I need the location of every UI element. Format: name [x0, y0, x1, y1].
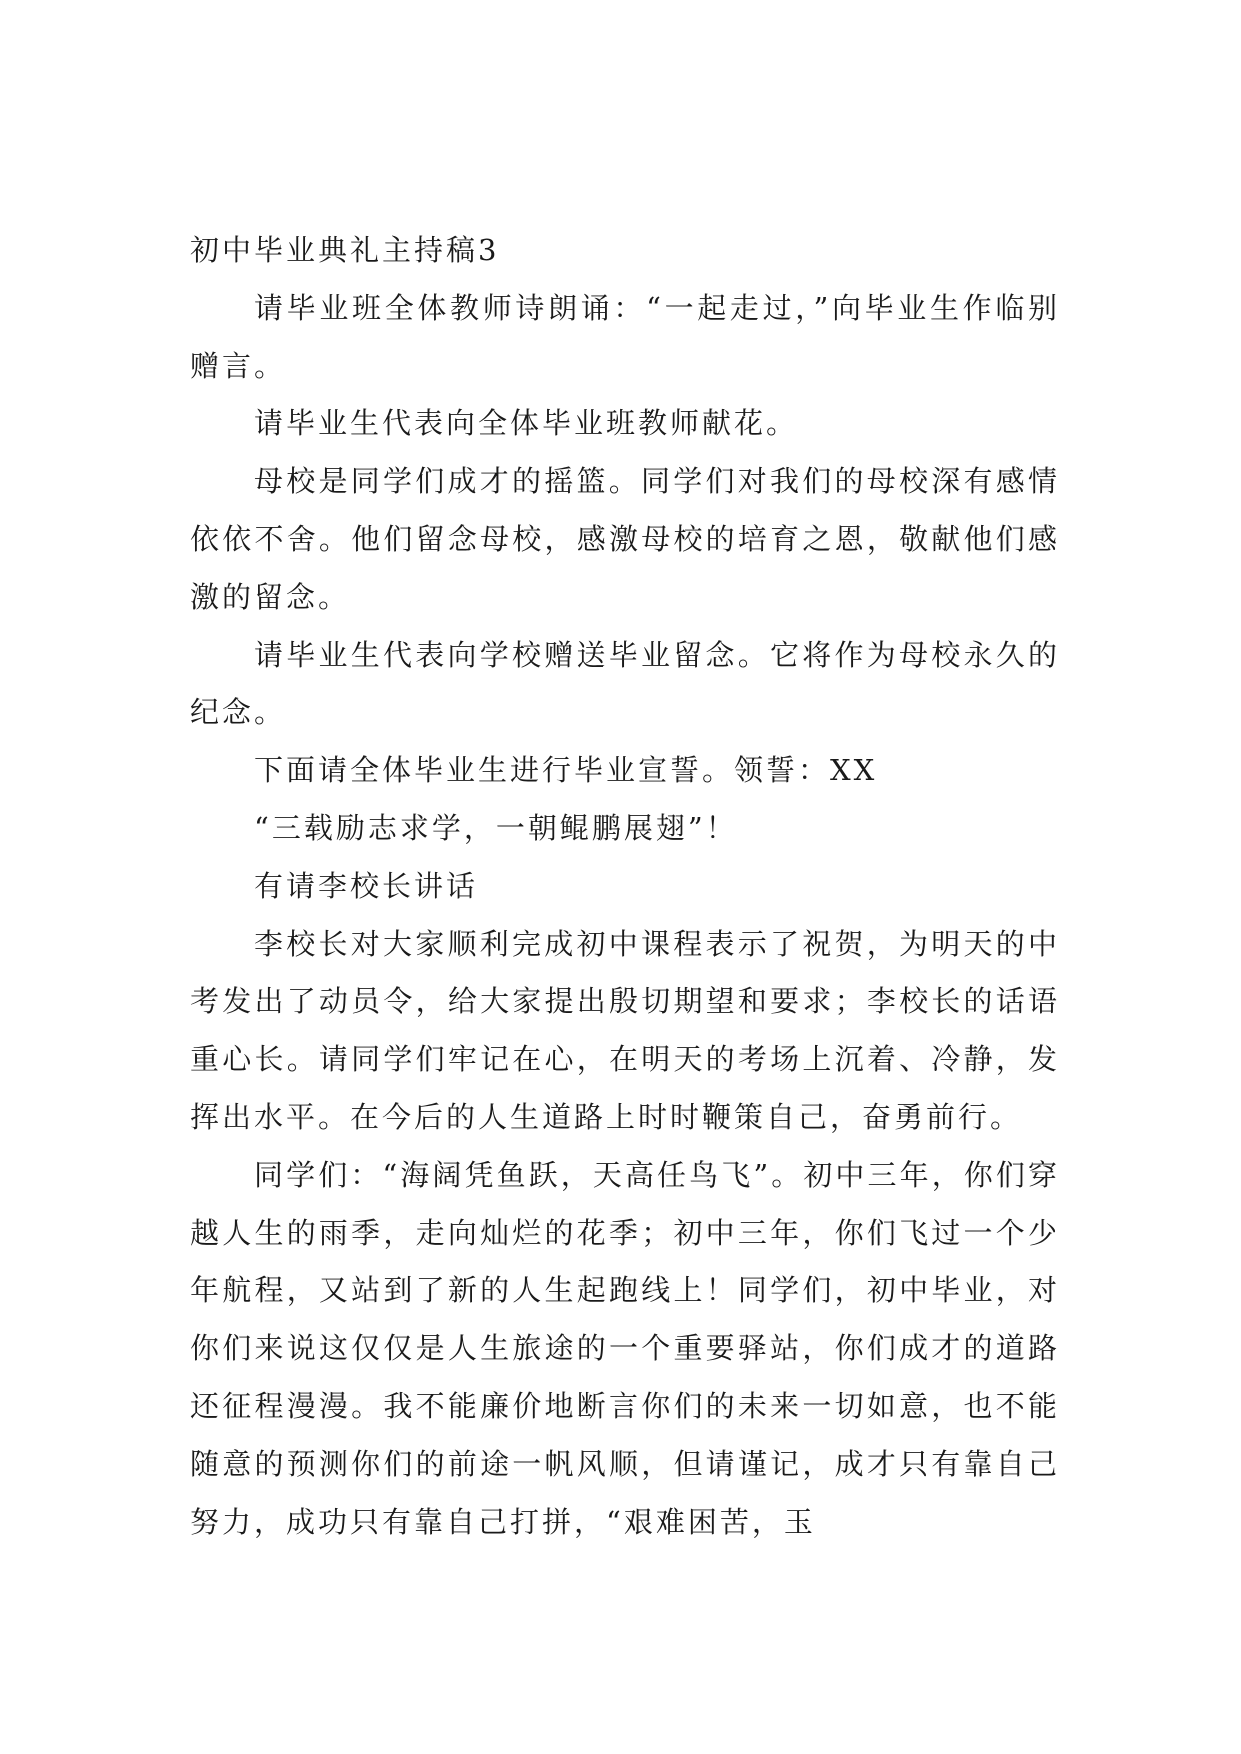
paragraph-farewell-poem: 请毕业班全体教师诗朗诵：“一起走过，”向毕业生作临别赠言。: [190, 290, 1060, 383]
paragraph-closing-address: 同学们：“海阔凭鱼跃，天高任鸟飞”。初中三年，你们穿越人生的雨季，走向灿烂的花季；初中三年，你们飞过一个少年航程，又站到了新的人生起跑线上！同学们，初中毕业，对你们来说这仅仅是人生旅途的一个重要驿站，你们成才的道路还征程漫漫。我不能廉价地断言你们的未来一切如意，也不能随意的预测你们的前途一帆风顺，但请谨记，成才只有靠自己努力，成功只有靠自己打拼，“艰难困苦，玉: [190, 1157, 1060, 1539]
paragraph-alma-mater: 母校是同学们成才的摇篮。同学们对我们的母校深有感情依依不舍。他们留念母校，感激母校的培育之恩，敬献他们感激的留念。: [190, 464, 1060, 614]
paragraph-oath: 下面请全体毕业生进行毕业宣誓。领誓：XX: [254, 753, 878, 788]
paragraph-flower-presentation: 请毕业生代表向全体毕业班教师献花。: [254, 406, 799, 441]
paragraph-gift-to-school: 请毕业生代表向学校赠送毕业留念。它将作为母校永久的纪念。: [190, 637, 1060, 730]
document-body: [190, 222, 1060, 1551]
paragraph-oath-slogan: “三载励志求学，一朝鲲鹏展翅”！: [254, 810, 738, 845]
paragraph-principal-speech: 李校长对大家顺利完成初中课程表示了祝贺，为明天的中考发出了动员令，给大家提出殷切期望和要求；李校长的话语重心长。请同学们牢记在心，在明天的考场上沉着、冷静，发挥出水平。在今后的人生道路上时时鞭策自己，奋勇前行。: [190, 926, 1060, 1134]
paragraph-principal-invite: 有请李校长讲话: [254, 868, 479, 903]
document-title: 初中毕业典礼主持稿3: [190, 233, 500, 267]
